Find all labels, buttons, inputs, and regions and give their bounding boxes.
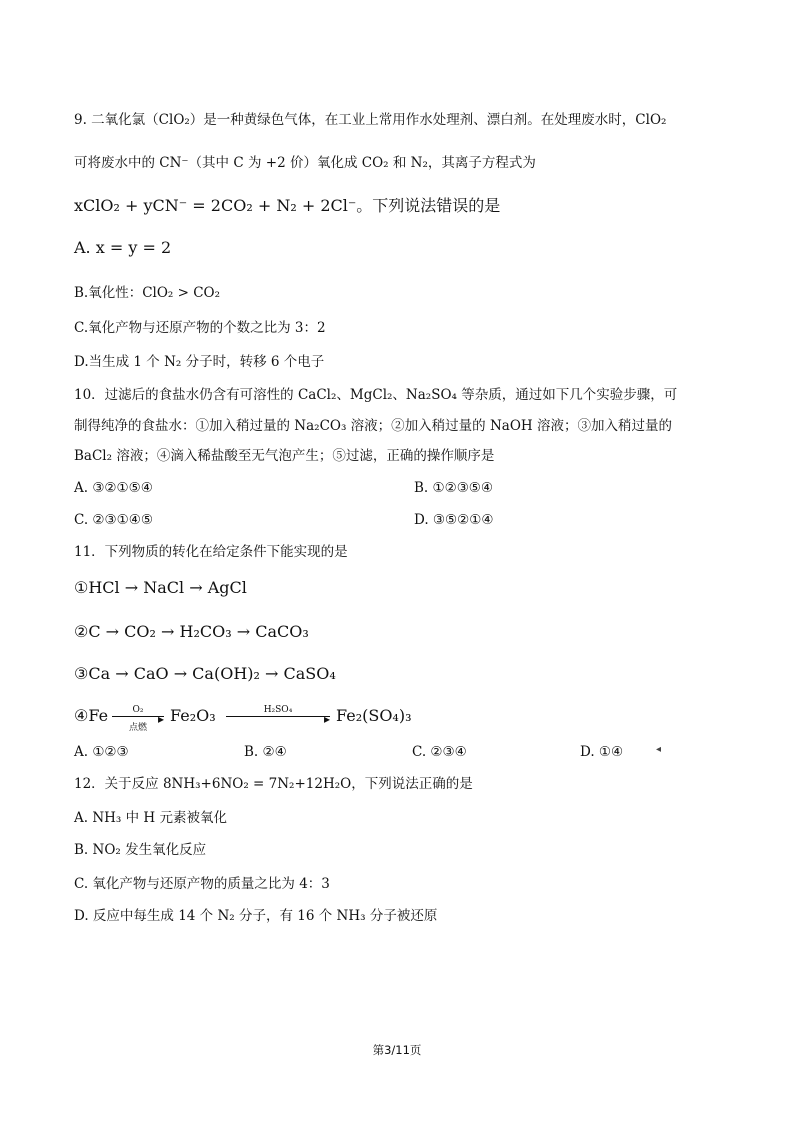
q10-option-b: B. ①②③⑤④ (414, 480, 494, 496)
q10-option-c: C. ②③①④⑤ (74, 512, 153, 528)
q11-item-4-product: Fe₂(SO₄)₃ (336, 706, 412, 725)
q11-arrow-2-condition-top: H₂SO₄ (263, 705, 293, 715)
arrow-right-icon: ▸ (324, 712, 331, 726)
q12-option-b: B. NO₂ 发生氧化反应 (74, 842, 207, 858)
q12-stem: 12．关于反应 8NH₃+6NO₂ = 7N₂+12H₂O，下列说法正确的是 (74, 776, 473, 792)
q11-arrow-1-condition-top: O₂ (132, 705, 144, 715)
q10-stem-line-3: BaCl₂ 溶液；④滴入稀盐酸至无气泡产生；⑤过滤，正确的操作顺序是 (74, 448, 495, 464)
q12-option-c: C. 氧化产物与还原产物的质量之比为 4：3 (74, 876, 330, 892)
q11-item-1: ①HCl → NaCl → AgCl (74, 578, 247, 597)
q11-arrow-1-line (112, 716, 164, 717)
q9-option-b: B.氧化性：ClO₂ > CO₂ (74, 285, 221, 301)
q9-stem-line-2: 可将废水中的 CN⁻（其中 C 为 +2 价）氧化成 CO₂ 和 N₂，其离子方程式为 (74, 155, 536, 171)
q11-item-4-intermediate: Fe₂O₃ (170, 706, 216, 725)
arrow-right-icon: ▸ (158, 712, 165, 726)
q11-option-b: B. ②④ (244, 744, 287, 760)
q11-item-3: ③Ca → CaO → Ca(OH)₂ → CaSO₄ (74, 664, 336, 683)
q11-option-c: C. ②③④ (412, 744, 467, 760)
q10-option-a: A. ③②①⑤④ (74, 480, 153, 496)
q11-item-4 (74, 705, 744, 733)
q11-stem: 11．下列物质的转化在给定条件下能实现的是 (74, 544, 348, 560)
q9-option-d: D.当生成 1 个 N₂ 分子时，转移 6 个电子 (74, 354, 325, 370)
q9-stem-line-1: 9. 二氧化氯（ClO₂）是一种黄绿色气体，在工业上常用作水处理剂、漂白剂。在处理废水时，ClO₂ (74, 112, 667, 128)
q9-option-c: C.氧化产物与还原产物的个数之比为 3：2 (74, 320, 326, 336)
q12-option-a: A. NH₃ 中 H 元素被氧化 (74, 810, 227, 826)
scan-mark: ◂ (656, 744, 662, 755)
q9-equation-line: xClO₂ + yCN⁻ = 2CO₂ + N₂ + 2Cl⁻。下列说法错误的是 (74, 196, 501, 215)
q10-option-d: D. ③⑤②①④ (414, 512, 494, 528)
q10-stem-line-2: 制得纯净的食盐水：①加入稍过量的 Na₂CO₃ 溶液；②加入稍过量的 NaOH 溶液；③加入稍过量的 (74, 418, 672, 434)
q11-arrow-2-line (226, 716, 330, 717)
q9-option-a: A. x = y = 2 (74, 238, 172, 257)
q12-option-d: D. 反应中每生成 14 个 N₂ 分子，有 16 个 NH₃ 分子被还原 (74, 908, 438, 924)
q11-item-2: ②C → CO₂ → H₂CO₃ → CaCO₃ (74, 622, 309, 641)
q11-item-4-reactant: ④Fe (74, 706, 109, 725)
q11-option-d: D. ①④ (580, 744, 624, 760)
q10-stem-line-1: 10．过滤后的食盐水仍含有可溶性的 CaCl₂、MgCl₂、Na₂SO₄ 等杂质，通过如下几个实验步骤，可 (74, 387, 678, 403)
q11-arrow-1-condition-bottom: 点燃 (128, 723, 147, 733)
page-number: 第3/11页 (372, 1043, 422, 1057)
q11-option-a: A. ①②③ (74, 744, 129, 760)
